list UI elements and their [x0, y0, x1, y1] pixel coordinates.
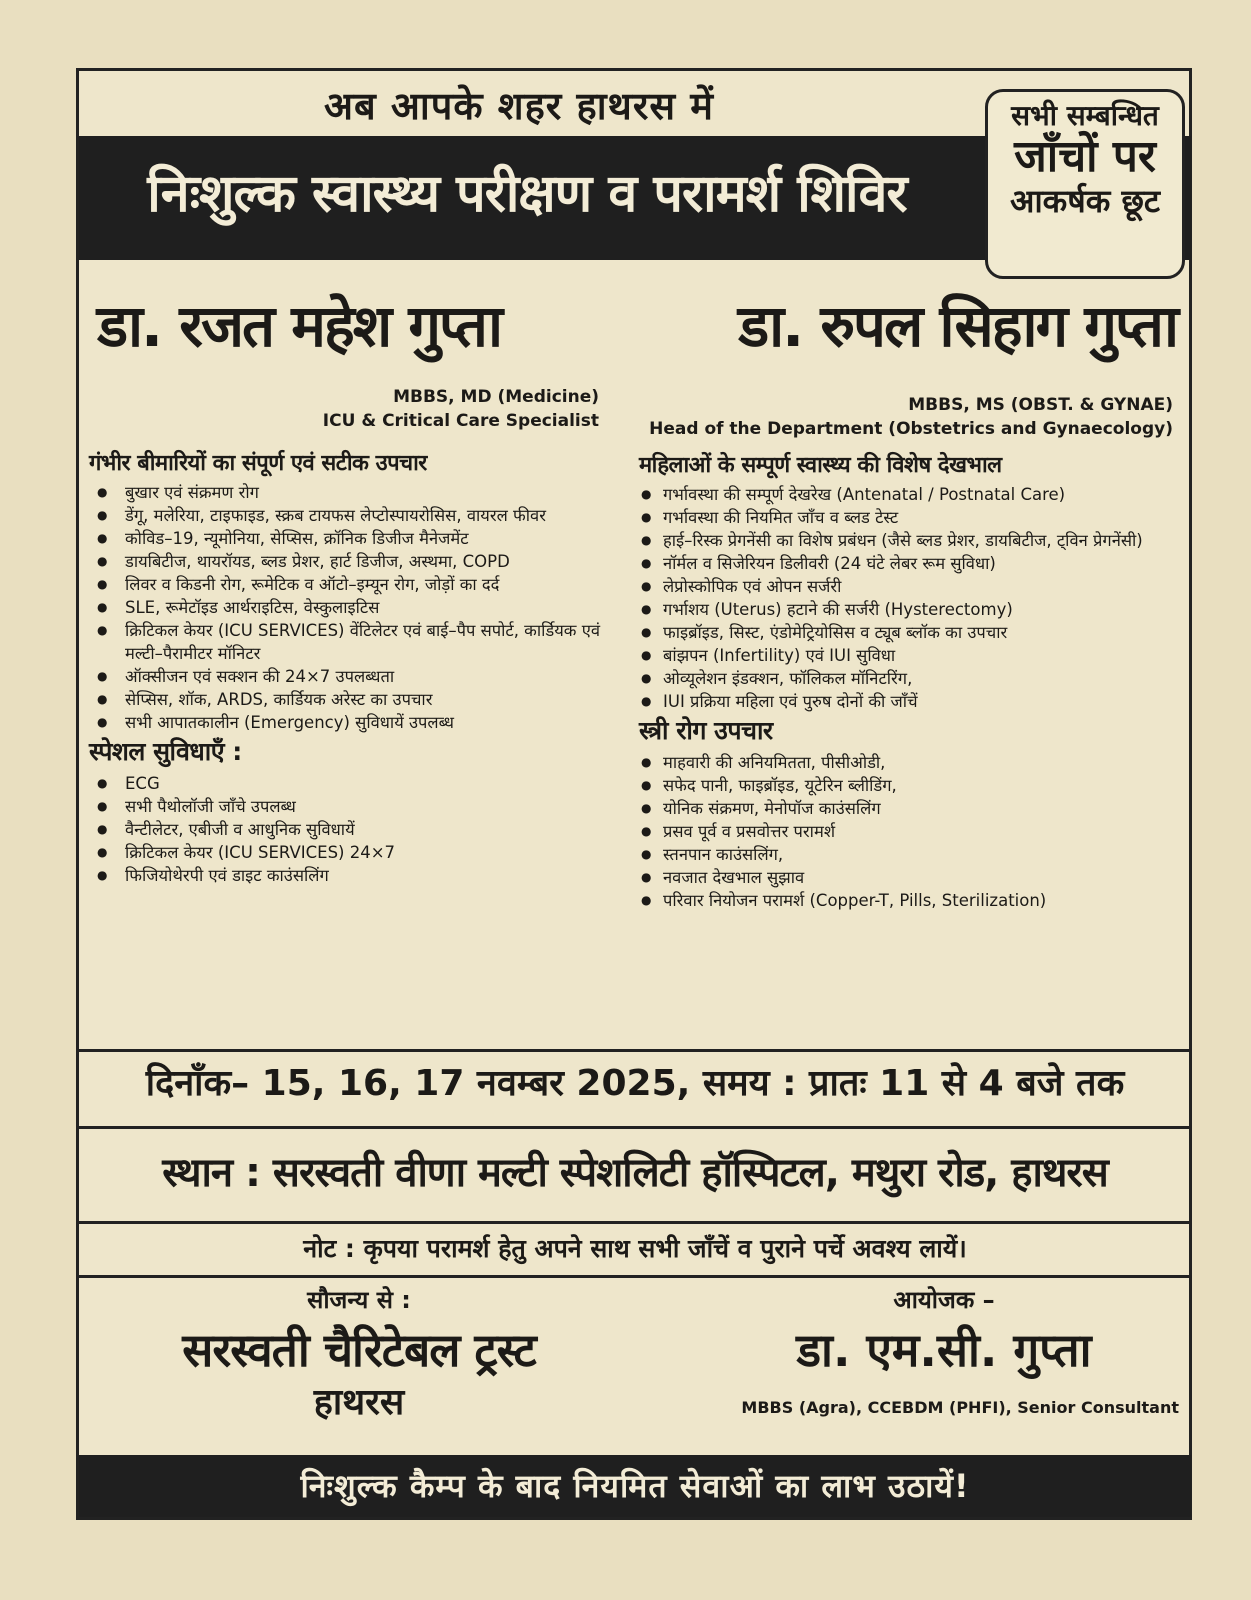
list-item: ● वैन्टीलेटर, एबीजी व आधुनिक सुविधायें — [89, 818, 609, 841]
tagline: अब आपके शहर हाथरस में — [323, 84, 715, 128]
list-item: ● सभी पैथोलॉजी जाँचे उपलब्ध — [89, 795, 609, 818]
list-item: ● गर्भावस्था की सम्पूर्ण देखरेख (Antenatal / Postnatal Care) — [639, 483, 1179, 506]
list-item: ● गर्भाशय (Uterus) हटाने की सर्जरी (Hysterectomy) — [639, 598, 1179, 621]
list-item: ● बुखार एवं संक्रमण रोग — [89, 481, 609, 504]
list-item: ● लिवर व किडनी रोग, रूमेटिक व ऑटो–इम्यून रोग, जोड़ों का दर्द — [89, 573, 609, 596]
organiser-label: आयोजक – — [893, 1286, 995, 1314]
list-item: ● ECG — [89, 772, 609, 795]
gynaecology-list — [639, 751, 1179, 912]
list-item: ● प्रसव पूर्व व प्रसवोत्तर परामर्श — [639, 820, 1179, 843]
list-item: ● लेप्रोस्कोपिक एवं ओपन सर्जरी — [639, 575, 1179, 598]
list-item: ● क्रिटिकल केयर (ICU SERVICES) 24×7 — [89, 841, 609, 864]
camp-title: निःशुल्क स्वास्थ्य परीक्षण व परामर्श शिविर — [147, 164, 907, 224]
list-item: ● फाइब्रॉइड, सिस्ट, एंडोमेट्रियोसिस व ट्यूब ब्लॉक का उपचार — [639, 621, 1179, 644]
left-section-title: गंभीर बीमारियों का संपूर्ण एवं सटीक उपचार — [89, 451, 427, 476]
doctor-left-qual-2: ICU & Critical Care Specialist — [322, 411, 599, 431]
list-item: ● क्रिटिकल केयर (ICU SERVICES) वेंटिलेटर एवं बाई–पैप सपोर्ट, कार्डियक एवं मल्टी–पैरामीटर मॉनिटर — [89, 619, 609, 665]
divider — [79, 1275, 1191, 1278]
left-column — [89, 447, 609, 887]
doctor-right-name: डा. रुपल सिहाग गुप्ता — [738, 292, 1177, 360]
special-facilities-list — [89, 772, 609, 887]
discount-badge — [985, 89, 1185, 279]
doctor-right-qual-1: MBBS, MS (OBST. & GYNAE) — [908, 395, 1173, 415]
doctor-left-name: डा. रजत महेश गुप्ता — [97, 292, 502, 360]
list-item: ● सेप्सिस, शॉक, ARDS, कार्डियक अरेस्ट का उपचार — [89, 688, 609, 711]
doctor-left-qual-1: MBBS, MD (Medicine) — [393, 387, 599, 407]
list-item: ● माहवारी की अनियमितता, पीसीओडी, — [639, 751, 1179, 774]
courtesy-label: सौजन्य से : — [307, 1286, 411, 1314]
list-item: ● योनिक संक्रमण, मेनोपॉज काउंसलिंग — [639, 797, 1179, 820]
organiser-qualifications: MBBS (Agra), CCEBDM (PHFI), Senior Consultant — [741, 1398, 1179, 1417]
footer-banner — [79, 1455, 1191, 1517]
poster — [76, 68, 1192, 1520]
doctor-left-qualifications — [323, 385, 599, 433]
discount-line-3: आकर्षक छूट — [1009, 181, 1161, 220]
list-item: ● गर्भावस्था की नियमित जाँच व ब्लड टेस्ट — [639, 506, 1179, 529]
right-section-title: महिलाओं के सम्पूर्ण स्वास्थ्य की विशेष देखभाल — [639, 453, 1002, 478]
special-facilities-title: स्पेशल सुविधाएँ : — [89, 737, 242, 766]
venue-line: स्थान : सरस्वती वीणा मल्टी स्पेशलिटी हॉस्पिटल, मथुरा रोड, हाथरस — [162, 1150, 1108, 1196]
divider — [79, 1221, 1191, 1224]
gynaecology-title: स्त्री रोग उपचार — [639, 716, 773, 745]
divider — [79, 1049, 1191, 1052]
list-item: ● हाई–रिस्क प्रेगनेंसी का विशेष प्रबंधन (जैसे ब्लड प्रेशर, डायबिटीज, ट्विन प्रेगनेंसी) — [639, 529, 1179, 552]
doctor-right-qual-2: Head of the Department (Obstetrics and Gynaecology) — [649, 419, 1173, 439]
list-item: ● नवजात देखभाल सुझाव — [639, 866, 1179, 889]
list-item: ● सफेद पानी, फाइब्रॉइड, यूटेरिन ब्लीडिंग, — [639, 774, 1179, 797]
courtesy-city: हाथरस — [313, 1382, 405, 1423]
left-service-list — [89, 481, 609, 734]
divider — [79, 1126, 1191, 1129]
organiser-name: डा. एम.सी. गुप्ता — [796, 1323, 1092, 1377]
discount-line-1: सभी सम्बन्धित — [1011, 99, 1159, 132]
list-item: ● ऑक्सीजन एवं सक्शन की 24×7 उपलब्धता — [89, 665, 609, 688]
list-item: ● परिवार नियोजन परामर्श (Copper-T, Pills, Sterilization) — [639, 889, 1179, 912]
note-line: नोट : कृपया परामर्श हेतु अपने साथ सभी जाँचें व पुराने पर्चे अवश्य लायें। — [303, 1234, 967, 1263]
discount-line-2: जाँचों पर — [1014, 131, 1156, 183]
right-column — [639, 449, 1179, 912]
list-item: ● बांझपन (Infertility) एवं IUI सुविधा — [639, 644, 1179, 667]
list-item: ● डायबिटीज, थायरॉयड, ब्लड प्रेशर, हार्ट डिजीज, अस्थमा, COPD — [89, 550, 609, 573]
date-time-line: दिनाँक– 15, 16, 17 नवम्बर 2025, समय : प्रातः 11 से 4 बजे तक — [145, 1063, 1125, 1104]
right-service-list — [639, 483, 1179, 713]
courtesy-organisation: सरस्वती चैरिटेबल ट्रस्ट — [182, 1323, 536, 1377]
courtesy-block — [79, 1283, 639, 1425]
list-item: ● SLE, रूमेटॉइड आर्थराइटिस, वेस्कुलाइटिस — [89, 596, 609, 619]
list-item: ● नॉर्मल व सिजेरियन डिलीवरी (24 घंटे लेबर रूम सुविधा) — [639, 552, 1179, 575]
list-item: ● ओव्यूलेशन इंडक्शन, फॉलिकल मॉनिटरिंग, — [639, 667, 1179, 690]
footer-banner-text: निःशुल्क कैम्प के बाद नियमित सेवाओं का लाभ उठायें! — [300, 1467, 970, 1505]
list-item: ● IUI प्रक्रिया महिला एवं पुरुष दोनों की जाँचें — [639, 690, 1179, 713]
list-item: ● स्तनपान काउंसलिंग, — [639, 843, 1179, 866]
organiser-block — [699, 1283, 1189, 1417]
list-item: ● सभी आपातकालीन (Emergency) सुविधायें उपलब्ध — [89, 711, 609, 734]
list-item: ● कोविड–19, न्यूमोनिया, सेप्सिस, क्रॉनिक डिजीज मैनेजमेंट — [89, 527, 609, 550]
list-item: ● डेंगू, मलेरिया, टाइफाइड, स्क्रब टायफस लेप्टोस्पायरोसिस, वायरल फीवर — [89, 504, 609, 527]
list-item: ● फिजियोथेरपी एवं डाइट काउंसलिंग — [89, 864, 609, 887]
doctor-right-qualifications — [649, 393, 1173, 441]
